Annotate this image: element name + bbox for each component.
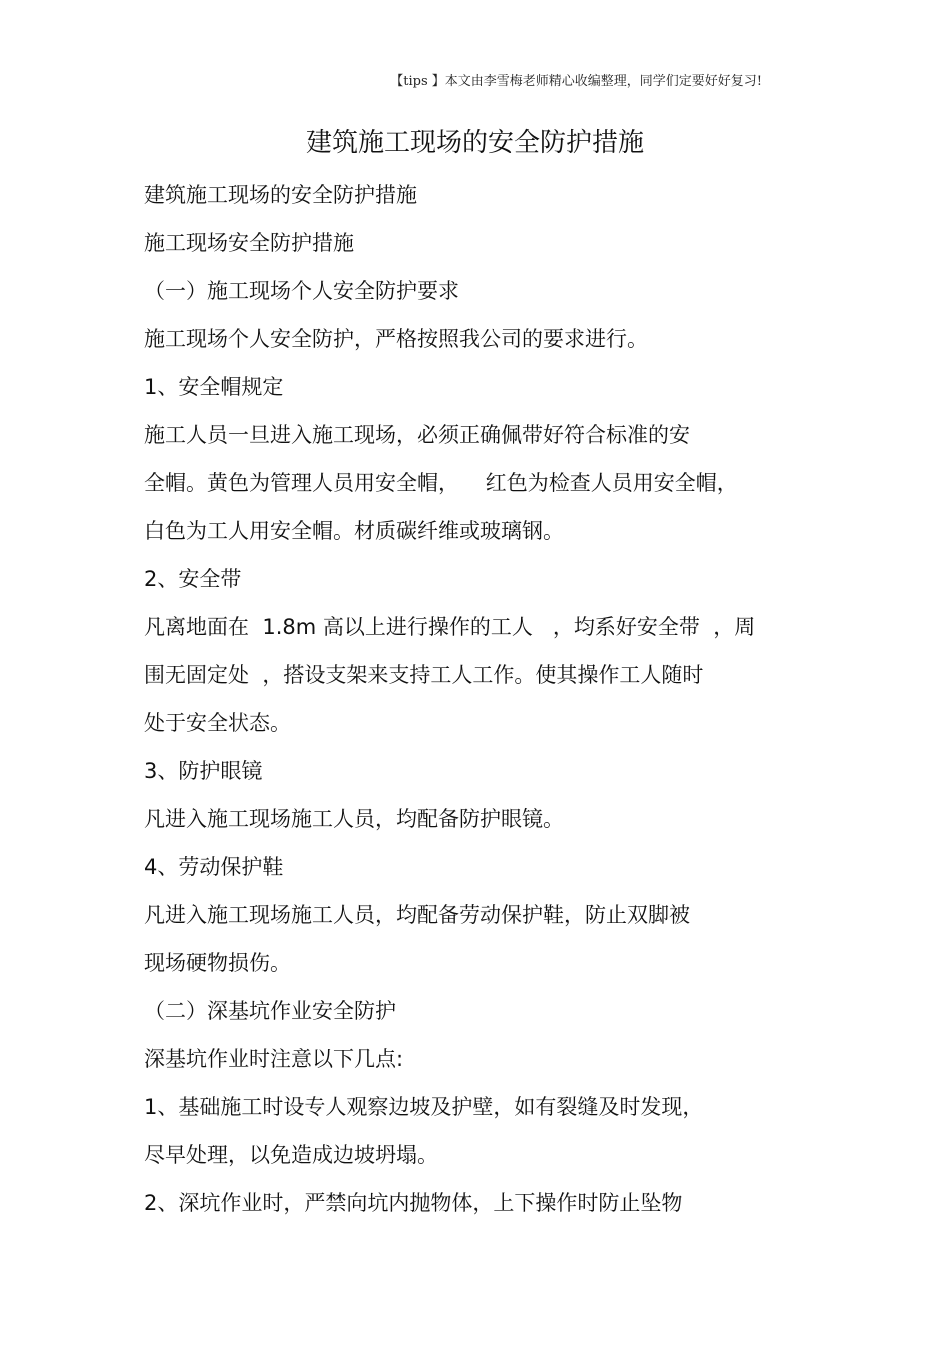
- body-line: 施工现场个人安全防护，严格按照我公司的要求进行。: [144, 327, 648, 351]
- header-tips: 【tips 】本文由李雪梅老师精心收编整理，同学们定要好好复习!: [390, 74, 762, 89]
- body-line: 深基坑作业时注意以下几点:: [144, 1047, 404, 1071]
- body-line: 围无固定处 ，搭设支架来支持工人工作。使其操作工人随时: [144, 663, 704, 687]
- item-heading: 1、安全帽规定: [144, 375, 284, 399]
- body-line: 现场硬物损伤。: [144, 951, 291, 975]
- item-heading: 4、劳动保护鞋: [144, 855, 284, 879]
- body-line: 尽早处理，以免造成边坡坍塌。: [144, 1143, 438, 1167]
- body-line: 处于安全状态。: [144, 711, 291, 735]
- body-line: 2、深坑作业时，严禁向坑内抛物体，上下操作时防止坠物: [144, 1191, 683, 1215]
- body-line: 施工现场安全防护措施: [144, 231, 354, 255]
- section-heading: （一）施工现场个人安全防护要求: [144, 279, 459, 303]
- body-line: 全帽。黄色为管理人员用安全帽， 红色为检查人员用安全帽，: [144, 471, 738, 495]
- item-heading: 3、防护眼镜: [144, 759, 263, 783]
- body-line: 凡进入施工现场施工人员，均配备劳动保护鞋，防止双脚被: [144, 903, 690, 927]
- body-line: 1、基础施工时设专人观察边坡及护壁，如有裂缝及时发现，: [144, 1095, 704, 1119]
- section-heading: （二）深基坑作业安全防护: [144, 999, 396, 1023]
- body-line: 施工人员一旦进入施工现场，必须正确佩带好符合标准的安: [144, 423, 690, 447]
- body-line: 白色为工人用安全帽。材质碳纤维或玻璃钢。: [144, 519, 564, 543]
- item-heading: 2、安全带: [144, 567, 242, 591]
- document-title: 建筑施工现场的安全防护措施: [305, 128, 644, 158]
- body-line: 建筑施工现场的安全防护措施: [144, 183, 417, 207]
- body-line: 凡离地面在 1.8m 高以上进行操作的工人 ，均系好安全带 ，周: [144, 615, 756, 639]
- body-line: 凡进入施工现场施工人员，均配备防护眼镜。: [144, 807, 564, 831]
